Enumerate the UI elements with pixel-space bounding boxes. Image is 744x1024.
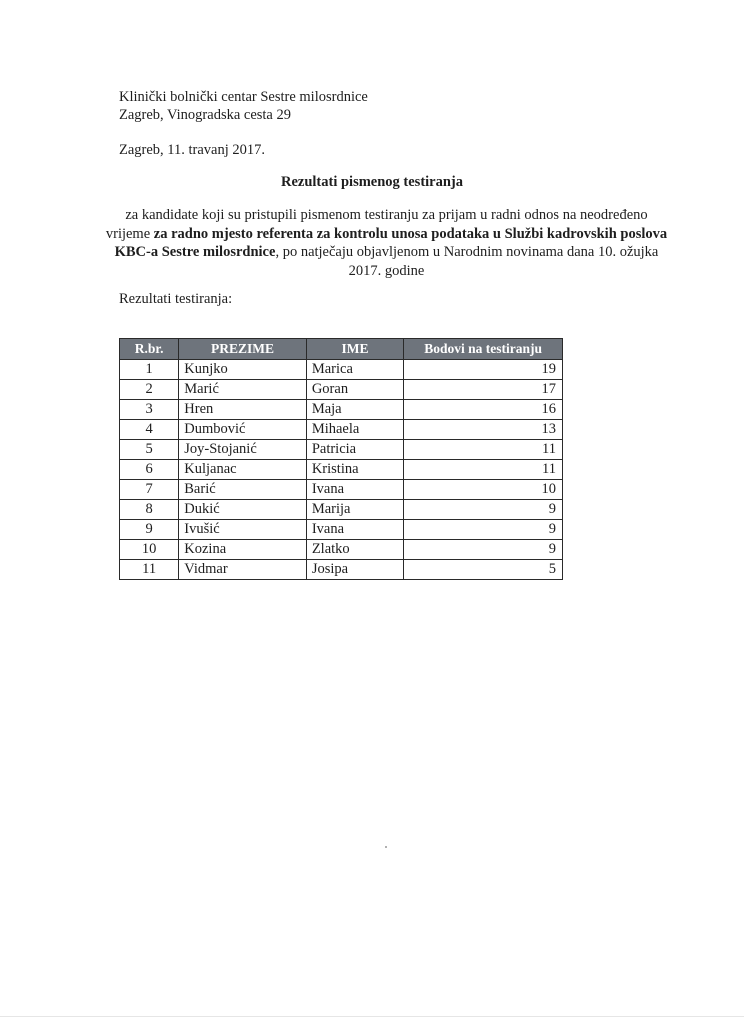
cell-ime: Kristina [306, 460, 403, 480]
cell-ime: Marija [306, 500, 403, 520]
header-bodovi: Bodovi na testiranju [404, 339, 563, 360]
cell-prezime: Dumbović [179, 420, 307, 440]
cell-bodovi: 13 [404, 420, 563, 440]
cell-prezime: Vidmar [179, 560, 307, 580]
cell-rbr: 4 [120, 420, 179, 440]
cell-rbr: 1 [120, 360, 179, 380]
cell-bodovi: 5 [404, 560, 563, 580]
cell-prezime: Kozina [179, 540, 307, 560]
header-rbr: R.br. [120, 339, 179, 360]
cell-bodovi: 11 [404, 440, 563, 460]
cell-bodovi: 17 [404, 380, 563, 400]
scan-edge [0, 1016, 744, 1017]
cell-ime: Goran [306, 380, 403, 400]
cell-rbr: 8 [120, 500, 179, 520]
table-row [120, 520, 563, 540]
table-row [120, 480, 563, 500]
cell-bodovi: 10 [404, 480, 563, 500]
cell-ime: Josipa [306, 560, 403, 580]
institution-name: Klinički bolnički centar Sestre milosrdnice [119, 89, 368, 105]
table-row [120, 500, 563, 520]
cell-rbr: 10 [120, 540, 179, 560]
intro-position-name: za radno mjesto referenta za kontrolu unosa podataka u Službi kadrovskih poslova KBC-a Sestre milosrdnice [114, 225, 668, 260]
header-prezime: PREZIME [179, 339, 307, 360]
cell-prezime: Barić [179, 480, 307, 500]
header-ime: IME [306, 339, 403, 360]
cell-prezime: Kuljanac [179, 460, 307, 480]
cell-bodovi: 9 [404, 520, 563, 540]
cell-ime: Zlatko [306, 540, 403, 560]
document-date: Zagreb, 11. travanj 2017. [119, 142, 266, 158]
cell-rbr: 7 [120, 480, 179, 500]
intro-paragraph [104, 206, 669, 280]
cell-rbr: 2 [120, 380, 179, 400]
intro-text-start: za kandidate koji su pristupili pismenom testiranju za prijam u radni odnos na neodređeno vrijeme [105, 207, 648, 242]
cell-bodovi: 9 [404, 540, 563, 560]
cell-ime: Maja [306, 400, 403, 420]
table-row [120, 400, 563, 420]
cell-rbr: 6 [120, 460, 179, 480]
cell-rbr: 3 [120, 400, 179, 420]
cell-prezime: Joy-Stojanić [179, 440, 307, 460]
cell-rbr: 5 [120, 440, 179, 460]
cell-bodovi: 19 [404, 360, 563, 380]
cell-rbr: 11 [120, 560, 179, 580]
cell-bodovi: 16 [404, 400, 563, 420]
document-title: Rezultati pismenog testiranja [280, 174, 464, 190]
table-header-row [120, 339, 563, 360]
table-row [120, 540, 563, 560]
cell-prezime: Dukić [179, 500, 307, 520]
table-body [120, 360, 563, 580]
cell-ime: Patricia [306, 440, 403, 460]
table-row [120, 460, 563, 480]
intro-text-end: , po natječaju objavljenom u Narodnim novinama dana 10. ožujka 2017. godine [275, 244, 659, 279]
cell-ime: Mihaela [306, 420, 403, 440]
cell-prezime: Kunjko [179, 360, 307, 380]
cell-ime: Marica [306, 360, 403, 380]
cell-prezime: Ivušić [179, 520, 307, 540]
cell-prezime: Marić [179, 380, 307, 400]
cell-prezime: Hren [179, 400, 307, 420]
cell-ime: Ivana [306, 520, 403, 540]
cell-rbr: 9 [120, 520, 179, 540]
table-row [120, 380, 563, 400]
scan-speck [385, 846, 387, 848]
results-table [119, 338, 563, 580]
cell-bodovi: 11 [404, 460, 563, 480]
table-row [120, 420, 563, 440]
institution-address: Zagreb, Vinogradska cesta 29 [119, 107, 291, 123]
cell-bodovi: 9 [404, 500, 563, 520]
table-row [120, 360, 563, 380]
table-row [120, 440, 563, 460]
results-label: Rezultati testiranja: [119, 291, 233, 307]
cell-ime: Ivana [306, 480, 403, 500]
table-row [120, 560, 563, 580]
